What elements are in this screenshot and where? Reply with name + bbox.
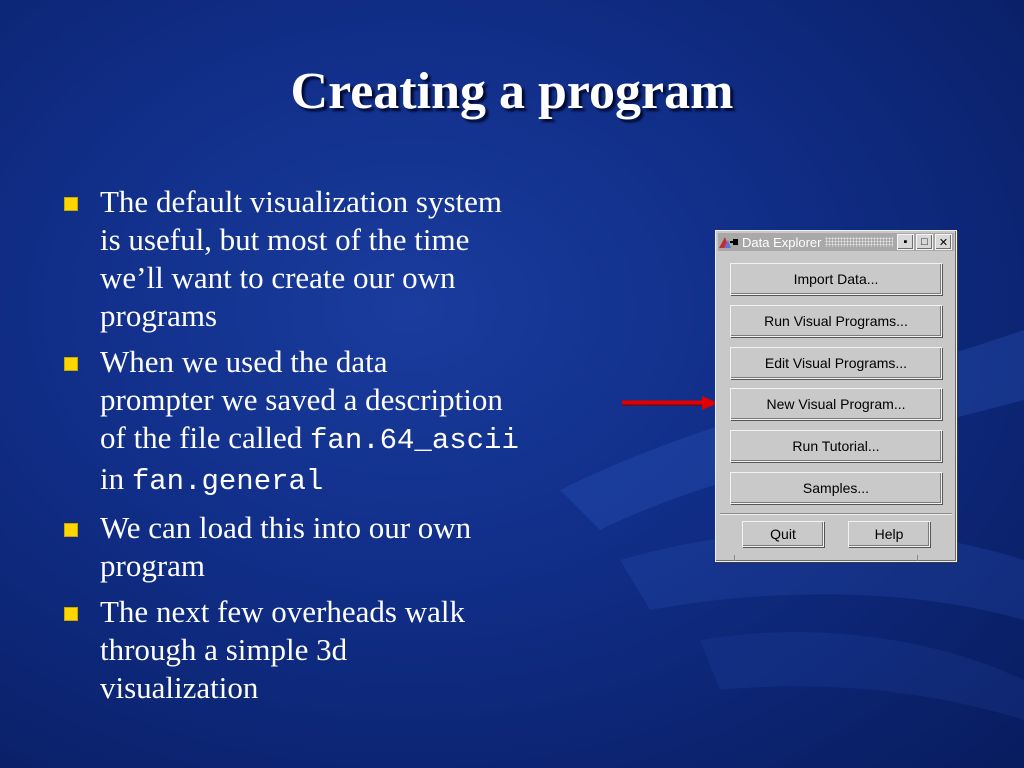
dialog-title: Data Explorer <box>742 234 822 250</box>
bullet-line: of the file called <box>100 420 311 455</box>
bullet-item <box>62 343 622 501</box>
filename-code: fan.64_ascii <box>310 424 519 457</box>
bullet-line: is useful, but most of the time <box>100 222 470 257</box>
bullet-item <box>62 509 622 585</box>
square-bullet-icon <box>64 523 78 537</box>
square-bullet-icon <box>64 197 78 211</box>
bullet-line: programs <box>100 298 218 333</box>
bullet-line: The next few overheads walk <box>100 594 465 629</box>
help-button[interactable]: Help <box>848 521 930 547</box>
quit-button[interactable]: Quit <box>742 521 824 547</box>
slide-title: Creating a program <box>290 63 734 120</box>
bullet-line: When we used the data <box>100 344 388 379</box>
close-icon[interactable]: ✕ <box>935 234 952 250</box>
minimize-icon[interactable]: ▪ <box>897 234 914 250</box>
window-menu-icon[interactable] <box>718 234 740 250</box>
bullet-list <box>62 183 622 715</box>
bullet-line: The default visualization system <box>100 184 503 219</box>
data-explorer-dialog <box>715 230 957 562</box>
dialog-separator <box>720 513 952 515</box>
resize-handle-left[interactable] <box>734 555 755 561</box>
filename-code: fan.general <box>131 465 324 498</box>
bullet-item <box>62 183 622 335</box>
dialog-titlebar[interactable] <box>718 233 954 251</box>
square-bullet-icon <box>64 357 78 371</box>
bullet-line: visualization <box>100 670 259 705</box>
new-visual-program-button[interactable]: New Visual Program... <box>730 388 942 420</box>
bullet-line: program <box>100 548 206 583</box>
run-visual-programs-button[interactable]: Run Visual Programs... <box>730 305 942 337</box>
bullet-line: in <box>100 461 132 496</box>
bullet-line: through a simple 3d <box>100 632 348 667</box>
square-bullet-icon <box>64 607 78 621</box>
bullet-line: We can load this into our own <box>100 510 472 545</box>
samples-button[interactable]: Samples... <box>730 472 942 504</box>
run-tutorial-button[interactable]: Run Tutorial... <box>730 430 942 462</box>
edit-visual-programs-button[interactable]: Edit Visual Programs... <box>730 347 942 379</box>
right-arrow-icon <box>620 394 720 412</box>
bullet-item <box>62 593 622 707</box>
bullet-line: we’ll want to create our own <box>100 260 456 295</box>
maximize-icon[interactable]: □ <box>916 234 933 250</box>
titlebar-grip <box>825 237 893 247</box>
resize-handle-right[interactable] <box>917 555 938 561</box>
import-data-button[interactable]: Import Data... <box>730 263 942 295</box>
bullet-line: prompter we saved a description <box>100 382 503 417</box>
